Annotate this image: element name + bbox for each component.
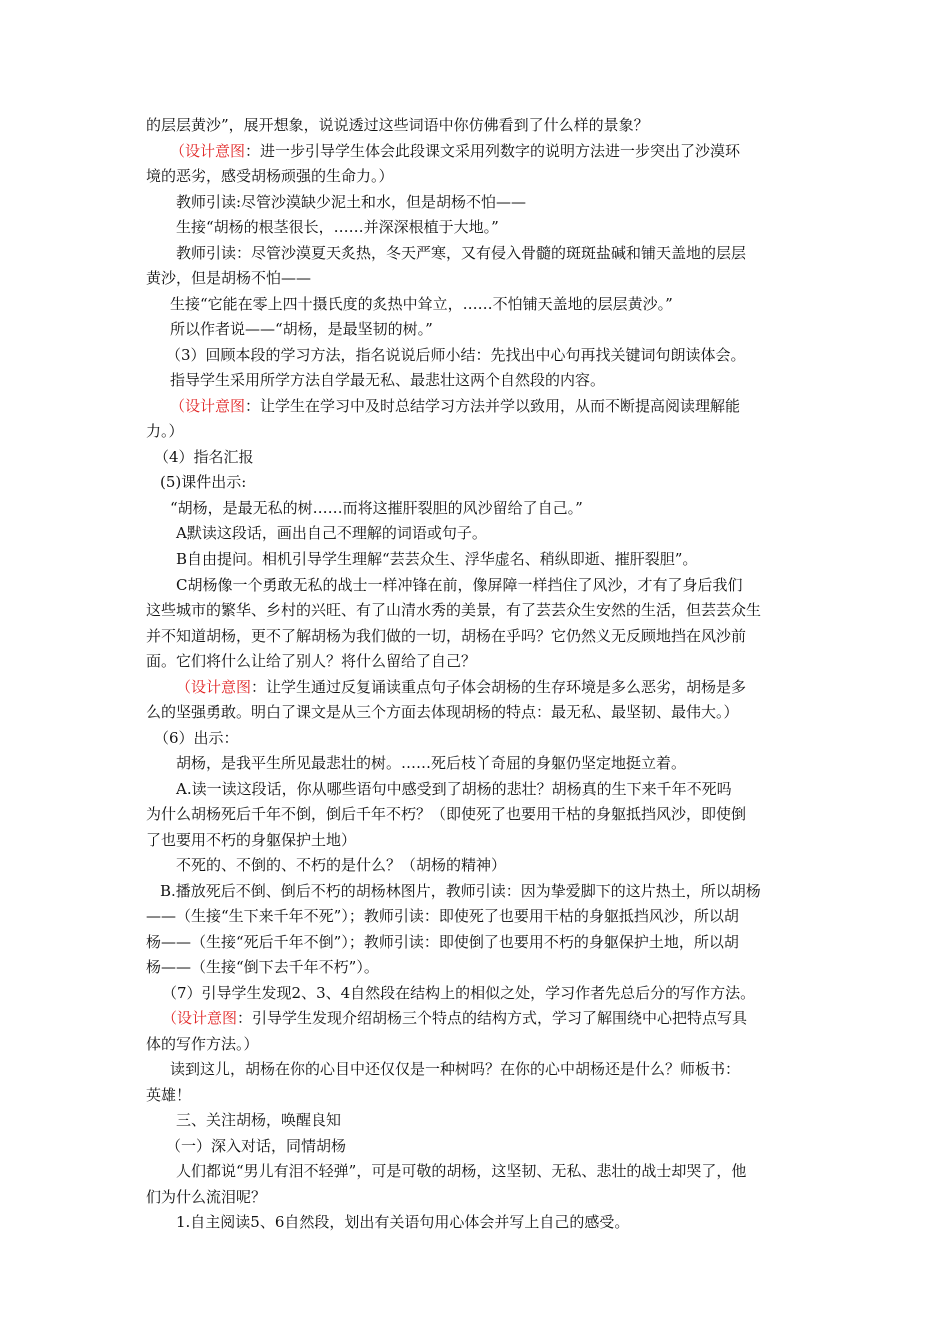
text-line xyxy=(154,445,254,469)
text-line xyxy=(170,139,740,163)
design-intent-label: （设计意图 xyxy=(170,397,246,415)
line-text: ：进一步引导学生体会此段课文采用列数字的说明方法进一步突出了沙漠环 xyxy=(245,142,741,160)
text-line xyxy=(154,726,239,750)
text-line xyxy=(176,853,506,877)
text-line xyxy=(170,394,740,418)
text-line xyxy=(146,598,761,622)
line-text: 英雄！ xyxy=(146,1086,192,1104)
text-line xyxy=(146,624,746,648)
text-line xyxy=(146,828,356,852)
text-line xyxy=(170,292,673,316)
line-text: 胡杨，是我平生所见最悲壮的树。……死后枝丫奇屈的身躯仍坚定地挺立着。 xyxy=(176,754,687,772)
text-line xyxy=(176,241,746,265)
text-line xyxy=(146,904,739,928)
line-text: 并不知道胡杨，更不了解胡杨为我们做的一切，胡杨在乎吗？它仍然义无反顾地挡在风沙前 xyxy=(146,627,747,645)
design-intent-label: （设计意图 xyxy=(162,1009,238,1027)
line-text: 为什么胡杨死后千年不倒，倒后千年不朽？（即使死了也要用干枯的身躯抵挡风沙，即使倒 xyxy=(146,805,747,823)
text-line xyxy=(176,547,697,571)
line-text: 了也要用不朽的身躯保护土地） xyxy=(146,831,357,849)
text-line xyxy=(170,496,583,520)
text-line xyxy=(146,700,739,724)
line-text: A默读这段话，画出自己不理解的词语或句子。 xyxy=(176,524,487,542)
line-text: ：让学生通过反复诵读重点句子体会胡杨的生存环境是多么恶劣，胡杨是多 xyxy=(251,678,747,696)
line-text: 不死的、不倒的、不朽的是什么？（胡杨的精神） xyxy=(176,856,507,874)
text-line xyxy=(176,521,487,545)
line-text: 们为什么流泪呢？ xyxy=(146,1188,267,1206)
line-text: 人们都说“男儿有泪不轻弹”，可是可敬的胡杨，这坚韧、无私、悲壮的战士却哭了，他 xyxy=(176,1162,747,1180)
text-line xyxy=(146,113,649,137)
line-text: 体的写作方法。） xyxy=(146,1035,259,1053)
line-text: 面。它们将什么让给了别人？将什么留给了自己？ xyxy=(146,652,477,670)
line-text: ：让学生在学习中及时总结学习方法并学以致用，从而不断提高阅读理解能 xyxy=(245,397,741,415)
line-text: 杨——（生接“死后千年不倒”）；教师引读：即使倒了也要用不朽的身躯保护土地，所以胡 xyxy=(146,933,739,951)
line-text: A.读一读这段话，你从哪些语句中感受到了胡杨的悲壮？胡杨真的生下来千年不死吗 xyxy=(176,780,732,798)
text-line xyxy=(146,419,184,443)
line-text: 么的坚强勇敢。明白了课文是从三个方面去体现胡杨的特点：最无私、最坚韧、最伟大。） xyxy=(146,703,739,721)
text-line xyxy=(146,955,379,979)
text-line xyxy=(176,215,499,239)
line-text: 黄沙，但是胡杨不怕—— xyxy=(146,269,312,287)
text-line xyxy=(146,1185,266,1209)
text-line xyxy=(176,573,742,597)
line-text: C胡杨像一个勇敢无私的战士一样冲锋在前，像屏障一样挡住了风沙，才有了身后我们 xyxy=(176,576,743,594)
line-text: （3）回顾本段的学习方法，指名说说后师小结：先找出中心句再找关键词句朗读体会。 xyxy=(166,346,746,364)
text-line xyxy=(146,1083,191,1107)
line-text: 境的恶劣，感受胡杨顽强的生命力。） xyxy=(146,167,394,185)
line-text: 力。） xyxy=(146,422,184,440)
design-intent-label: （设计意图 xyxy=(176,678,252,696)
text-line xyxy=(170,1057,740,1081)
line-text: （一）深入对话，同情胡杨 xyxy=(166,1137,347,1155)
text-line xyxy=(176,675,746,699)
line-text: 教师引读:尽管沙漠缺少泥土和水，但是胡杨不怕—— xyxy=(176,193,527,211)
text-line xyxy=(176,751,686,775)
line-text: （4）指名汇报 xyxy=(154,448,254,466)
line-text: 所以作者说——“胡杨，是最坚韧的树。” xyxy=(170,320,433,338)
text-line xyxy=(166,1134,346,1158)
line-text: 读到这儿，胡杨在你的心目中还仅仅是一种树吗？在你的心中胡杨还是什么？师板书： xyxy=(170,1060,741,1078)
line-text: 1.自主阅读5、6自然段，划出有关语句用心体会并写上自己的感受。 xyxy=(176,1213,630,1231)
text-line xyxy=(146,164,394,188)
line-text: (5)课件出示: xyxy=(160,473,247,491)
line-text: 生接“胡杨的根茎很长，……并深深根植于大地。” xyxy=(176,218,499,236)
line-text: ——（生接“生下来千年不死”）；教师引读：即使死了也要用干枯的身躯抵挡风沙，所以胡 xyxy=(146,907,739,925)
line-text: （6）出示： xyxy=(154,729,239,747)
text-line xyxy=(176,1159,746,1183)
line-text: 指导学生采用所学方法自学最无私、最悲壮这两个自然段的内容。 xyxy=(170,371,606,389)
line-text: 三、关注胡杨，唤醒良知 xyxy=(176,1111,342,1129)
text-line xyxy=(146,266,311,290)
design-intent-label: （设计意图 xyxy=(170,142,246,160)
line-text: （7）引导学生发现2、3、4自然段在结构上的相似之处，学习作者先总后分的写作方法。 xyxy=(162,984,756,1002)
line-text: “胡杨，是最无私的树……而将这摧肝裂胆的风沙留给了自己。” xyxy=(170,499,583,517)
text-line xyxy=(176,1108,341,1132)
text-line xyxy=(162,1006,747,1030)
text-line xyxy=(176,190,526,214)
text-line xyxy=(170,368,605,392)
line-text: 教师引读：尽管沙漠夏天炙热，冬天严寒，又有侵入骨髓的斑斑盐碱和铺天盖地的层层 xyxy=(176,244,747,262)
line-text: 杨——（生接“倒下去千年不朽”）。 xyxy=(146,958,379,976)
line-text: ：引导学生发现介绍胡杨三个特点的结构方式，学习了解围绕中心把特点写具 xyxy=(237,1009,748,1027)
line-text: B自由提问。相机引导学生理解“芸芸众生、浮华虚名、稍纵即逝、摧肝裂胆”。 xyxy=(176,550,698,568)
text-line xyxy=(160,470,246,494)
text-line xyxy=(170,317,433,341)
text-line xyxy=(146,930,739,954)
text-line xyxy=(162,981,755,1005)
text-line xyxy=(176,1210,629,1234)
text-line xyxy=(146,649,476,673)
text-line xyxy=(160,879,761,903)
line-text: 的层层黄沙”，展开想象，说说透过这些词语中你仿佛看到了什么样的景象？ xyxy=(146,116,649,134)
line-text: B.播放死后不倒、倒后不朽的胡杨林图片，教师引读：因为挚爱脚下的这片热土，所以胡杨 xyxy=(160,882,761,900)
text-line xyxy=(176,777,732,801)
text-line xyxy=(146,1032,259,1056)
text-line xyxy=(146,802,746,826)
text-line xyxy=(166,343,746,367)
line-text: 这些城市的繁华、乡村的兴旺、有了山清水秀的美景，有了芸芸众生安然的生活，但芸芸众生 xyxy=(146,601,762,619)
line-text: 生接“它能在零上四十摄氏度的炙热中耸立，……不怕铺天盖地的层层黄沙。” xyxy=(170,295,673,313)
